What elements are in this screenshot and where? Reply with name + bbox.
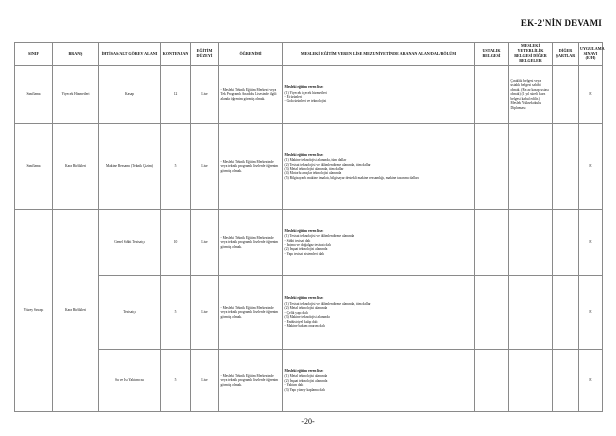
mezuniyet-line: (1) Makine teknolojisi alanında, tüm dallar bbox=[284, 158, 347, 163]
cell-sinif: Yüzey Savaşı bbox=[15, 210, 53, 412]
cell-ihtisas: Tesisatçı bbox=[99, 276, 161, 350]
cell-ustalik bbox=[475, 210, 509, 276]
table-row bbox=[15, 350, 603, 412]
mezuniyet-heading: Mesleki eğitim veren lise: bbox=[284, 228, 324, 233]
cell-egitim: Lise bbox=[191, 276, 219, 350]
col-header-brans: BRANŞ bbox=[53, 43, 99, 66]
cell-diger bbox=[553, 276, 579, 350]
cell-sinif: Sınıflama bbox=[15, 124, 53, 210]
cell-ihtisas: Genel Sıhhi Tesisatçı bbox=[99, 210, 161, 276]
table-row bbox=[15, 210, 603, 276]
cell-ihtisas: Su ve Isı Yalıtımcısı bbox=[99, 350, 161, 412]
table-row bbox=[15, 66, 603, 124]
cell-ogrenim: - Mesleki Teknik Eğitim Merkezinde veya teknik programlı liselerde öğrenim görmüş olmak. bbox=[219, 350, 283, 412]
col-header-uygulama: UYGULAMA SINAVI (E/H) bbox=[579, 43, 603, 66]
mezuniyet-line: (2) Tesisat teknolojisi ve iklimlendirme alanında, tüm dallar bbox=[284, 162, 371, 167]
cell-egitim: Lise bbox=[191, 124, 219, 210]
cell-mezuniyet bbox=[283, 66, 475, 124]
mezuniyet-line: (5) Bilgisayarlı makine imalatı, bilgisayar destekli makine ressamlığı, makine tasarımı dalları bbox=[284, 175, 419, 180]
col-header-diger: DİĞER ŞARTLAR bbox=[553, 43, 579, 66]
mezuniyet-heading: Mesleki eğitim veren lise: bbox=[284, 152, 324, 157]
table-row bbox=[15, 124, 603, 210]
cell-egitim: Lise bbox=[191, 350, 219, 412]
col-header-mezuniyet: MESLEKİ EĞİTİM VEREN LİSE MEZUNİYETİNDE ARANAN ALAN/DAL/BÖLÜM bbox=[283, 43, 475, 66]
cell-ogrenim: - Mesleki Teknik Eğitim Merkezi veya Tek Programlı Anadolu Lisesinde ilgili alanda öğrenim görmüş olmak. bbox=[219, 66, 283, 124]
cell-uygulama: E bbox=[579, 350, 603, 412]
mezuniyet-line: (4) Motorlu araçlar teknolojisi alanında bbox=[284, 171, 342, 176]
mezuniyet-line: - Makine bakım onarım dalı bbox=[284, 324, 325, 329]
cell-ustalik bbox=[475, 66, 509, 124]
cell-kontenjan: 5 bbox=[161, 276, 191, 350]
cell-mezuniyet bbox=[283, 350, 475, 412]
cell-egitim: Lise bbox=[191, 210, 219, 276]
cell-diger bbox=[553, 210, 579, 276]
cell-diger bbox=[553, 124, 579, 210]
cell-yeterlilik bbox=[509, 350, 553, 412]
col-header-ihtisas: İHTİSAS/ALT GÖREV ALANI bbox=[99, 43, 161, 66]
requirements-table bbox=[14, 42, 603, 412]
mezuniyet-line: (2) Metal teknolojisi alanında bbox=[284, 306, 328, 311]
cell-brans: Kara Birlikleri bbox=[53, 124, 99, 210]
cell-kontenjan: 5 bbox=[161, 124, 191, 210]
page-number: -20- bbox=[301, 417, 315, 426]
cell-ogrenim: - Mesleki Teknik Eğitim Merkezinde veya teknik programlı liselerde öğrenim görmüş olmak. bbox=[219, 276, 283, 350]
col-header-sinif: SINIF bbox=[15, 43, 53, 66]
mezuniyet-heading: Mesleki eğitim veren lise: bbox=[284, 368, 324, 373]
mezuniyet-line: (1) Metal teknolojisi alanında bbox=[284, 374, 328, 379]
col-header-kontenjan: KONTENJAN bbox=[161, 43, 191, 66]
cell-diger bbox=[553, 66, 579, 124]
mezuniyet-line: - Çelik yapı dalı bbox=[284, 310, 308, 315]
cell-brans: Kara Birlikleri bbox=[53, 210, 99, 412]
mezuniyet-line: (2) İnşaat teknolojisi alanında bbox=[284, 378, 328, 383]
col-header-yeterlilik: MESLEKİ YETERLİLİK BELGESİ DİĞER BELGELER bbox=[509, 43, 553, 66]
mezuniyet-line: - Yalıtım dalı bbox=[284, 383, 304, 388]
cell-uygulama: E bbox=[579, 210, 603, 276]
col-header-ogrenim: ÖĞRENİMİ bbox=[219, 43, 283, 66]
mezuniyet-line: - Et ürünleri bbox=[284, 95, 303, 99]
cell-kontenjan: 12 bbox=[161, 66, 191, 124]
cell-mezuniyet bbox=[283, 210, 475, 276]
cell-sinif: Sınıflama bbox=[15, 66, 53, 124]
cell-uygulama: E bbox=[579, 124, 603, 210]
cell-uygulama: E bbox=[579, 66, 603, 124]
cell-ustalik bbox=[475, 276, 509, 350]
cell-uygulama: E bbox=[579, 276, 603, 350]
mezuniyet-line: - Endüstriyel kalıp dalı bbox=[284, 319, 318, 324]
mezuniyet-line: - Sıhhi tesisat dalı bbox=[284, 238, 311, 243]
cell-yeterlilik bbox=[509, 276, 553, 350]
mezuniyet-line: (3) Makine teknolojisi alanında bbox=[284, 315, 330, 320]
cell-yeterlilik bbox=[509, 124, 553, 210]
mezuniyet-line: (2) İnşaat teknolojisi alanında bbox=[284, 247, 328, 252]
mezuniyet-heading: Mesleki eğitim veren lise: bbox=[284, 85, 324, 90]
mezuniyet-line: (1) Yiyecek içecek hizmetleri bbox=[284, 90, 327, 95]
cell-mezuniyet bbox=[283, 124, 475, 210]
cell-ustalik bbox=[475, 124, 509, 210]
cell-egitim: Lise bbox=[191, 66, 219, 124]
cell-kontenjan: 10 bbox=[161, 210, 191, 276]
cell-kontenjan: 5 bbox=[161, 350, 191, 412]
cell-ihtisas: Kasap bbox=[99, 66, 161, 124]
table-header-row bbox=[15, 43, 603, 66]
cell-ustalik bbox=[475, 350, 509, 412]
mezuniyet-heading: Mesleki eğitim veren lise: bbox=[284, 296, 324, 301]
cell-yeterlilik: Çıraklık belgesi veya ustalık belgesi sahibi olmak. (En az kasap ustası olmak) (1 yıl süreli kurs belgesi kabul edilir.) Meslek Yüksekokulu Diploması bbox=[509, 66, 553, 124]
cell-ogrenim: - Mesleki Teknik Eğitim Merkezinde veya teknik programlı liselerde öğrenim görmüş olmak. bbox=[219, 210, 283, 276]
mezuniyet-line: (3) Metal teknolojisi alanında, tüm dallar bbox=[284, 167, 344, 171]
cell-mezuniyet bbox=[283, 276, 475, 350]
cell-diger bbox=[553, 350, 579, 412]
cell-brans: Yiyecek Hizmetleri bbox=[53, 66, 99, 124]
page-header-title: EK-2'NİN DEVAMI bbox=[520, 18, 602, 28]
mezuniyet-line: (3) Yapı yüzey kaplama dalı bbox=[284, 387, 325, 392]
cell-ogrenim: - Mesleki Teknik Eğitim Merkezinde veya teknik programlı liselerde öğrenim görmüş olmak. bbox=[219, 124, 283, 210]
cell-ihtisas: Makine Ressamı (Teknik Çizim) bbox=[99, 124, 161, 210]
col-header-ustalik: USTALIK BELGESİ bbox=[475, 43, 509, 66]
table-row bbox=[15, 276, 603, 350]
cell-yeterlilik bbox=[509, 210, 553, 276]
mezuniyet-line: (1) Tesisat teknolojisi ve iklimlendirme alanında, tüm dallar bbox=[284, 301, 371, 306]
mezuniyet-line: - Yapı tesisat sistemleri dalı bbox=[284, 251, 325, 256]
mezuniyet-line: (1) Tesisat teknolojisi ve iklimlendirme alanında bbox=[284, 234, 355, 239]
mezuniyet-line: - Isıtma ve doğalgaz tesisatı dalı bbox=[284, 243, 331, 247]
mezuniyet-line: - Gıda ürünleri ve teknolojisi bbox=[284, 99, 327, 104]
col-header-egitim: EĞİTİM DÜZEYİ bbox=[191, 43, 219, 66]
